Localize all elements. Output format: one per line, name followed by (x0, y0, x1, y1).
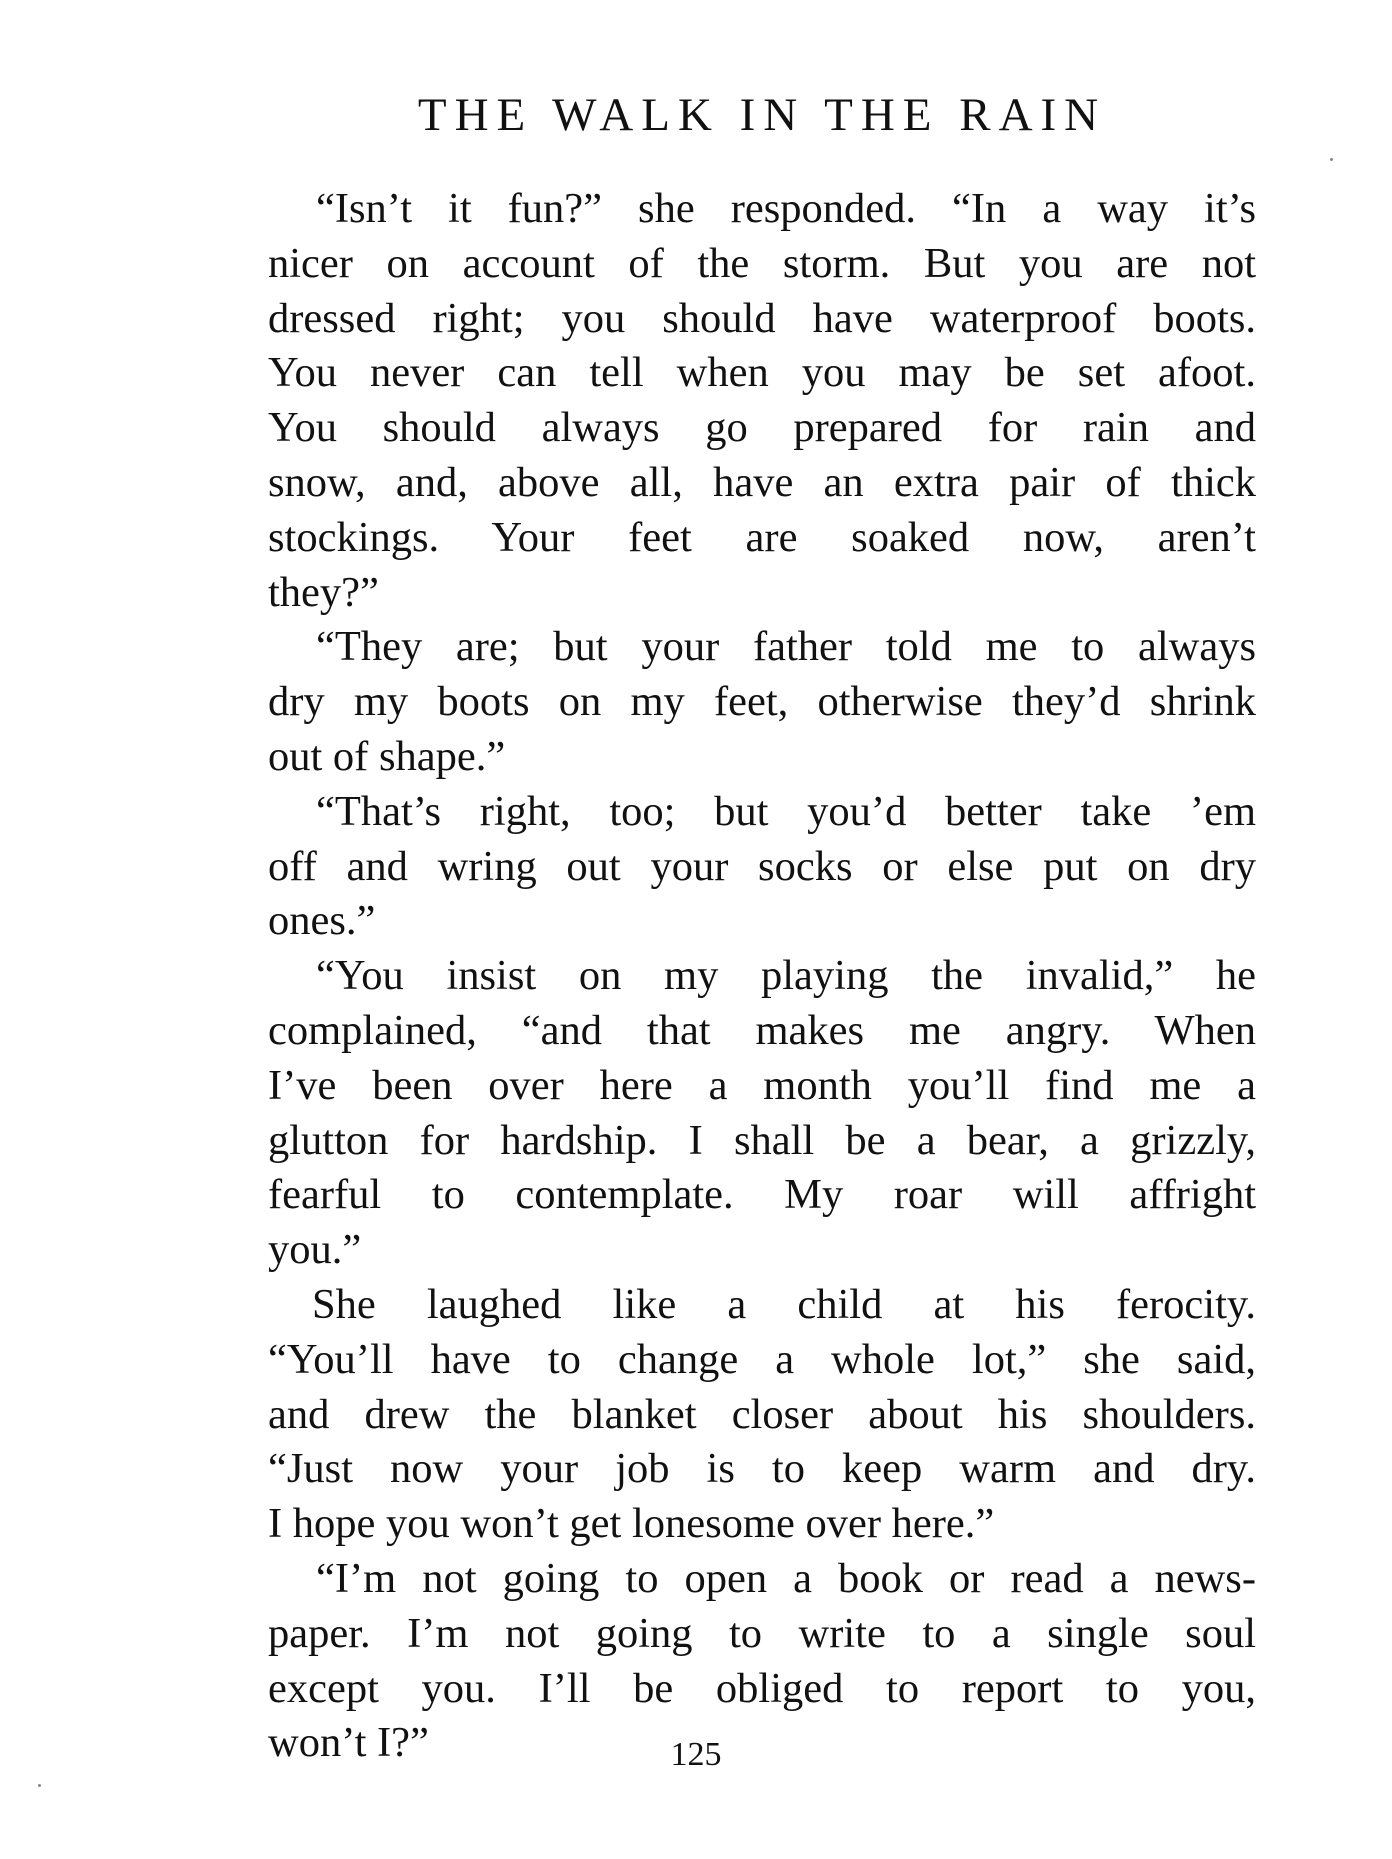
text-line: you.” (268, 1226, 362, 1274)
text-line: You should always go prepared for rain and (268, 404, 1256, 452)
text-line: You never can tell when you may be set afoot. (268, 349, 1256, 397)
text-line: except you. I’ll be obliged to report to you, (268, 1664, 1256, 1712)
text-line: dry my boots on my feet, otherwise they’d shrink (268, 678, 1256, 726)
text-line: I’ve been over here a month you’ll find me a (268, 1061, 1256, 1109)
text-line: “That’s right, too; but you’d better take ’em (316, 787, 1256, 835)
text-line: glutton for hardship. I shall be a bear, a grizzly, (268, 1116, 1256, 1164)
text-line: and drew the blanket closer about his shoulders. (268, 1390, 1256, 1438)
text-line: “Just now your job is to keep warm and dry. (268, 1445, 1256, 1493)
text-line: “They are; but your father told me to always (316, 623, 1256, 671)
text-line: paper. I’m not going to write to a single soul (268, 1609, 1256, 1657)
text-line: off and wring out your socks or else put on dry (268, 842, 1256, 890)
text-line: won’t I?” (268, 1719, 429, 1767)
page-number: 125 (670, 1736, 722, 1773)
body-text (268, 182, 1256, 1771)
text-line: nicer on account of the storm. But you are not (268, 239, 1256, 287)
text-line: ones.” (268, 897, 376, 945)
text-line: She laughed like a child at his ferocity. (312, 1280, 1256, 1328)
running-head: THE WALK IN THE RAIN (417, 89, 1107, 141)
print-speck (38, 1784, 41, 1787)
text-line: I hope you won’t get lonesome over here.” (268, 1500, 995, 1548)
text-line: “I’m not going to open a book or read a news- (316, 1554, 1256, 1602)
text-line: “You insist on my playing the invalid,” he (316, 952, 1256, 1000)
text-line: dressed right; you should have waterproof boots. (268, 294, 1256, 342)
text-line: “You’ll have to change a whole lot,” she said, (268, 1335, 1256, 1383)
text-line: “Isn’t it fun?” she responded. “In a way it’s (316, 185, 1256, 232)
text-line: fearful to contemplate. My roar will affright (268, 1171, 1256, 1219)
print-speck (1330, 158, 1333, 161)
text-line: snow, and, above all, have an extra pair of thick (268, 458, 1256, 506)
text-line: they?” (268, 568, 379, 616)
text-line: complained, “and that makes me angry. When (268, 1006, 1256, 1054)
text-line: out of shape.” (268, 732, 506, 780)
text-line: stockings. Your feet are soaked now, aren’t (268, 513, 1256, 561)
